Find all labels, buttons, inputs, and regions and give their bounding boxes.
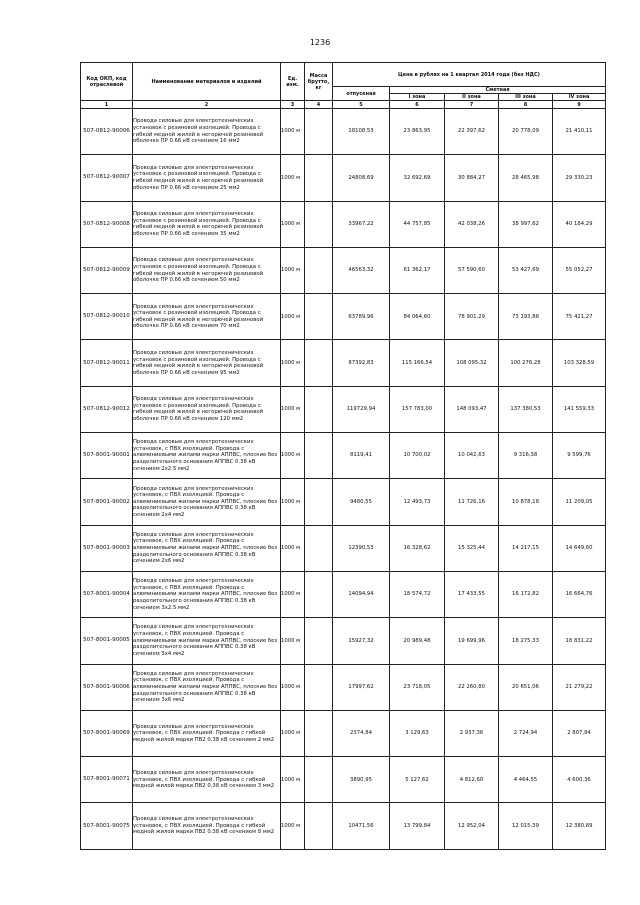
price-zone-2: 19 699,96 bbox=[445, 618, 499, 664]
price-zone-3: 14 217,15 bbox=[499, 525, 553, 571]
price-zone-4: 40 184,29 bbox=[553, 201, 606, 247]
header-mass: Масса брутто, кг bbox=[305, 63, 333, 101]
column-number: 1 bbox=[81, 101, 133, 109]
price-zone-4: 141 559,33 bbox=[553, 386, 606, 432]
row-mass bbox=[305, 803, 333, 849]
price-zone-1: 13 799,84 bbox=[390, 803, 445, 849]
row-name: Провода силовые для электротехнических установок с резиновой изоляцией. Провода с гибкой медной жилой в негорючей резиновой оболочке ПР 0.66 кВ сечением 95 мм2 bbox=[133, 340, 281, 386]
price-zone-3: 20 778,09 bbox=[499, 109, 553, 155]
price-otpusknaya: 10471,56 bbox=[333, 803, 390, 849]
price-zone-4: 12 380,89 bbox=[553, 803, 606, 849]
price-zone-1: 23 863,95 bbox=[390, 109, 445, 155]
header-otpusknaya: отпускная bbox=[333, 87, 390, 101]
row-name: Провода силовые для электротехнических установок с резиновой изоляцией. Провода с гибкой медной жилой в негорючей резиновой оболочке ПР 0.66 кВ сечением 35 мм2 bbox=[133, 201, 281, 247]
price-zone-4: 21 410,11 bbox=[553, 109, 606, 155]
table-row bbox=[81, 803, 606, 849]
row-mass bbox=[305, 340, 333, 386]
price-zone-1: 10 700,02 bbox=[390, 433, 445, 479]
row-code: 507-8001-90001 bbox=[81, 433, 133, 479]
row-code: 507-8001-90006 bbox=[81, 664, 133, 710]
page-number: 1236 bbox=[309, 38, 331, 47]
row-mass bbox=[305, 386, 333, 432]
price-zone-2: 108 095,32 bbox=[445, 340, 499, 386]
price-zone-1: 23 718,05 bbox=[390, 664, 445, 710]
row-unit: 1000 м bbox=[281, 386, 305, 432]
price-zone-3: 137 380,53 bbox=[499, 386, 553, 432]
price-otpusknaya: 3890,95 bbox=[333, 757, 390, 803]
row-name: Провода силовые для электротехнических установок с резиновой изоляцией. Провода с гибкой медной жилой в негорючей резиновой оболочке ПР 0.66 кВ сечением 120 мм2 bbox=[133, 386, 281, 432]
price-zone-1: 157 783,00 bbox=[390, 386, 445, 432]
row-unit: 1000 м bbox=[281, 803, 305, 849]
price-otpusknaya: 33967,22 bbox=[333, 201, 390, 247]
price-zone-2: 4 812,60 bbox=[445, 757, 499, 803]
header-price-group: Цена в рублях на 1 квартал 2014 года (без НДС) bbox=[333, 63, 606, 87]
price-zone-4: 75 421,27 bbox=[553, 294, 606, 340]
row-code: 507-0812-90011 bbox=[81, 340, 133, 386]
price-zone-1: 20 989,48 bbox=[390, 618, 445, 664]
table-row bbox=[81, 109, 606, 155]
price-zone-2: 42 038,26 bbox=[445, 201, 499, 247]
price-otpusknaya: 2374,84 bbox=[333, 710, 390, 756]
row-mass bbox=[305, 571, 333, 617]
column-number: 3 bbox=[281, 101, 305, 109]
row-code: 507-8001-90003 bbox=[81, 525, 133, 571]
price-otpusknaya: 8119,41 bbox=[333, 433, 390, 479]
price-zone-3: 28 465,98 bbox=[499, 155, 553, 201]
row-name: Провода силовые для электротехнических установок, с ПВХ изоляцией. Провода с алюминиевыми жилами марки АППВС, плоские без разделительного основания АППВС 0.38 кВ сечением 2х6 мм2 bbox=[133, 525, 281, 571]
price-zone-4: 29 330,23 bbox=[553, 155, 606, 201]
header-zone-1: I зона bbox=[390, 94, 445, 101]
column-number: 7 bbox=[445, 101, 499, 109]
table-row bbox=[81, 340, 606, 386]
price-otpusknaya: 87392,83 bbox=[333, 340, 390, 386]
price-zone-4: 21 279,22 bbox=[553, 664, 606, 710]
price-otpusknaya: 14094,94 bbox=[333, 571, 390, 617]
price-zone-4: 2 807,84 bbox=[553, 710, 606, 756]
row-mass bbox=[305, 294, 333, 340]
price-zone-3: 100 276,28 bbox=[499, 340, 553, 386]
price-zone-2: 78 901,29 bbox=[445, 294, 499, 340]
price-zone-4: 103 328,59 bbox=[553, 340, 606, 386]
row-code: 507-0812-90010 bbox=[81, 294, 133, 340]
price-zone-2: 30 884,27 bbox=[445, 155, 499, 201]
row-mass bbox=[305, 710, 333, 756]
row-name: Провода силовые для электротехнических установок с резиновой изоляцией. Провода с гибкой медной жилой в негорючей резиновой оболочке ПР 0.66 кВ сечением 25 мм2 bbox=[133, 155, 281, 201]
price-zone-4: 14 649,60 bbox=[553, 525, 606, 571]
row-unit: 1000 м bbox=[281, 109, 305, 155]
price-zone-2: 22 397,62 bbox=[445, 109, 499, 155]
price-zone-1: 32 692,69 bbox=[390, 155, 445, 201]
row-name: Провода силовые для электротехнических установок, с ПВХ изоляцией. Провода с алюминиевыми жилами марки АППВС, плоские без разделительного основания АППВС 0.38 кВ сечением 2х2.5 мм2 bbox=[133, 433, 281, 479]
table-row bbox=[81, 757, 606, 803]
price-zone-3: 18 275,33 bbox=[499, 618, 553, 664]
row-unit: 1000 м bbox=[281, 201, 305, 247]
price-otpusknaya: 18108,53 bbox=[333, 109, 390, 155]
price-zone-4: 16 664,76 bbox=[553, 571, 606, 617]
row-name: Провода силовые для электротехнических установок с резиновой изоляцией. Провода с гибкой медной жилой в негорючей резиновой оболочке ПР 0.66 кВ сечением 50 мм2 bbox=[133, 247, 281, 293]
price-otpusknaya: 9480,55 bbox=[333, 479, 390, 525]
price-zone-3: 12 015,39 bbox=[499, 803, 553, 849]
header-zone-2: II зона bbox=[445, 94, 499, 101]
table-row bbox=[81, 525, 606, 571]
row-mass bbox=[305, 525, 333, 571]
price-zone-3: 9 316,38 bbox=[499, 433, 553, 479]
column-number: 8 bbox=[499, 101, 553, 109]
row-code: 507-8001-90005 bbox=[81, 618, 133, 664]
row-name: Провода силовые для электротехнических установок, с ПВХ изоляцией. Провода с алюминиевыми жилами марки АППВС, плоские без разделительного основания АППВС 0.38 кВ сечением 3х4 мм2 bbox=[133, 618, 281, 664]
row-unit: 1000 м bbox=[281, 340, 305, 386]
price-zone-1: 61 362,17 bbox=[390, 247, 445, 293]
header-code: Код ОКП, код отраслевой bbox=[81, 63, 133, 101]
row-unit: 1000 м bbox=[281, 664, 305, 710]
table-row bbox=[81, 710, 606, 756]
price-zone-4: 18 831,22 bbox=[553, 618, 606, 664]
row-name: Провода силовые для электротехнических установок с резиновой изоляцией. Провода с гибкой медной жилой в негорючей резиновой оболочке ПР 0.66 кВ сечением 70 мм2 bbox=[133, 294, 281, 340]
table-row bbox=[81, 618, 606, 664]
row-code: 507-0812-90007 bbox=[81, 155, 133, 201]
price-otpusknaya: 63789,96 bbox=[333, 294, 390, 340]
price-zone-1: 44 757,85 bbox=[390, 201, 445, 247]
column-number: 9 bbox=[553, 101, 606, 109]
table-row bbox=[81, 571, 606, 617]
table-row bbox=[81, 479, 606, 525]
row-name: Провода силовые для электротехнических установок, с ПВХ изоляцией. Провода с алюминиевыми жилами марки АППВС, плоские без разделительного основания АППВС 0.38 кВ сечением 3х2.5 мм2 bbox=[133, 571, 281, 617]
price-zone-3: 16 172,82 bbox=[499, 571, 553, 617]
table-row bbox=[81, 664, 606, 710]
price-otpusknaya: 12390,53 bbox=[333, 525, 390, 571]
row-unit: 1000 м bbox=[281, 247, 305, 293]
column-number: 4 bbox=[305, 101, 333, 109]
price-zone-1: 18 574,72 bbox=[390, 571, 445, 617]
row-code: 507-0812-90006 bbox=[81, 109, 133, 155]
row-mass bbox=[305, 201, 333, 247]
header-unit: Ед. изм. bbox=[281, 63, 305, 101]
row-mass bbox=[305, 618, 333, 664]
table-row bbox=[81, 155, 606, 201]
row-name: Провода силовые для электротехнических установок с резиновой изоляцией. Провода с гибкой медной жилой в негорючей резиновой оболочке ПР 0.66 кВ сечением 16 мм2 bbox=[133, 109, 281, 155]
table-row bbox=[81, 294, 606, 340]
price-table bbox=[80, 62, 606, 850]
price-zone-3: 73 193,88 bbox=[499, 294, 553, 340]
row-code: 507-0812-90012 bbox=[81, 386, 133, 432]
row-name: Провода силовые для электротехнических установок, с ПВХ изоляцией. Провода с алюминиевыми жилами марки АППВС, плоские без разделительного основания АППВС 0.38 кВ сечением 3х6 мм2 bbox=[133, 664, 281, 710]
row-unit: 1000 м bbox=[281, 618, 305, 664]
price-zone-1: 5 127,62 bbox=[390, 757, 445, 803]
price-otpusknaya: 17997,62 bbox=[333, 664, 390, 710]
price-zone-2: 148 093,47 bbox=[445, 386, 499, 432]
price-zone-2: 57 590,60 bbox=[445, 247, 499, 293]
row-name: Провода силовые для электротехнических установок, с ПВХ изоляцией. Провода с гибкой медной жилой марки ПВ2 0.38 кВ сечением 2 мм2 bbox=[133, 710, 281, 756]
price-zone-2: 17 433,55 bbox=[445, 571, 499, 617]
row-unit: 1000 м bbox=[281, 479, 305, 525]
price-zone-1: 84 064,60 bbox=[390, 294, 445, 340]
column-number: 2 bbox=[133, 101, 281, 109]
row-code: 507-8001-90004 bbox=[81, 571, 133, 617]
row-mass bbox=[305, 479, 333, 525]
price-zone-2: 15 325,44 bbox=[445, 525, 499, 571]
row-name: Провода силовые для электротехнических установок, с ПВХ изоляцией. Провода с гибкой медной жилой марки ПВ2 0.38 кВ сечением 3 мм2 bbox=[133, 757, 281, 803]
row-unit: 1000 м bbox=[281, 433, 305, 479]
row-mass bbox=[305, 109, 333, 155]
price-zone-3: 2 724,94 bbox=[499, 710, 553, 756]
row-unit: 1000 м bbox=[281, 571, 305, 617]
price-otpusknaya: 119729,94 bbox=[333, 386, 390, 432]
table-row bbox=[81, 386, 606, 432]
price-otpusknaya: 15927,32 bbox=[333, 618, 390, 664]
price-zone-1: 16 328,62 bbox=[390, 525, 445, 571]
price-zone-3: 38 997,62 bbox=[499, 201, 553, 247]
row-unit: 1000 м bbox=[281, 294, 305, 340]
column-number: 5 bbox=[333, 101, 390, 109]
row-unit: 1000 м bbox=[281, 155, 305, 201]
row-code: 507-8001-90002 bbox=[81, 479, 133, 525]
price-zone-4: 11 209,05 bbox=[553, 479, 606, 525]
price-zone-1: 115 166,54 bbox=[390, 340, 445, 386]
price-zone-2: 12 952,04 bbox=[445, 803, 499, 849]
price-zone-3: 10 878,18 bbox=[499, 479, 553, 525]
row-unit: 1000 м bbox=[281, 525, 305, 571]
price-zone-2: 10 042,63 bbox=[445, 433, 499, 479]
header-zone-3: III зона bbox=[499, 94, 553, 101]
row-code: 507-0812-90009 bbox=[81, 247, 133, 293]
row-unit: 1000 м bbox=[281, 757, 305, 803]
row-unit: 1000 м bbox=[281, 710, 305, 756]
row-mass bbox=[305, 757, 333, 803]
header-smetnaya: Сметная bbox=[390, 87, 606, 94]
row-mass bbox=[305, 155, 333, 201]
price-zone-4: 55 052,27 bbox=[553, 247, 606, 293]
price-otpusknaya: 24808,69 bbox=[333, 155, 390, 201]
row-code: 507-0812-90008 bbox=[81, 201, 133, 247]
price-zone-1: 12 493,73 bbox=[390, 479, 445, 525]
column-numbers-row bbox=[81, 101, 606, 109]
table-row bbox=[81, 433, 606, 479]
row-code: 507-8001-90069 bbox=[81, 710, 133, 756]
price-zone-2: 11 726,16 bbox=[445, 479, 499, 525]
price-zone-1: 3 129,63 bbox=[390, 710, 445, 756]
price-zone-4: 9 599,76 bbox=[553, 433, 606, 479]
column-number: 6 bbox=[390, 101, 445, 109]
table-row bbox=[81, 201, 606, 247]
row-code: 507-8001-90071 bbox=[81, 757, 133, 803]
row-mass bbox=[305, 433, 333, 479]
price-zone-3: 4 464,55 bbox=[499, 757, 553, 803]
price-zone-2: 22 260,80 bbox=[445, 664, 499, 710]
price-zone-2: 2 937,36 bbox=[445, 710, 499, 756]
price-zone-4: 4 600,36 bbox=[553, 757, 606, 803]
row-name: Провода силовые для электротехнических установок, с ПВХ изоляцией. Провода с алюминиевыми жилами марки АППВС, плоские без разделительного основания АППВС 0.38 кВ сечением 2х4 мм2 bbox=[133, 479, 281, 525]
row-mass bbox=[305, 247, 333, 293]
price-otpusknaya: 46563,32 bbox=[333, 247, 390, 293]
price-zone-3: 53 427,69 bbox=[499, 247, 553, 293]
row-name: Провода силовые для электротехнических установок, с ПВХ изоляцией. Провода с гибкой медной жилой марки ПВ2 0.38 кВ сечением 8 мм2 bbox=[133, 803, 281, 849]
table-row bbox=[81, 247, 606, 293]
header-zone-4: IV зона bbox=[553, 94, 606, 101]
header-name: Наименование материалов и изделий bbox=[133, 63, 281, 101]
row-code: 507-8001-90075 bbox=[81, 803, 133, 849]
row-mass bbox=[305, 664, 333, 710]
table-body bbox=[81, 109, 606, 850]
price-zone-3: 20 651,06 bbox=[499, 664, 553, 710]
